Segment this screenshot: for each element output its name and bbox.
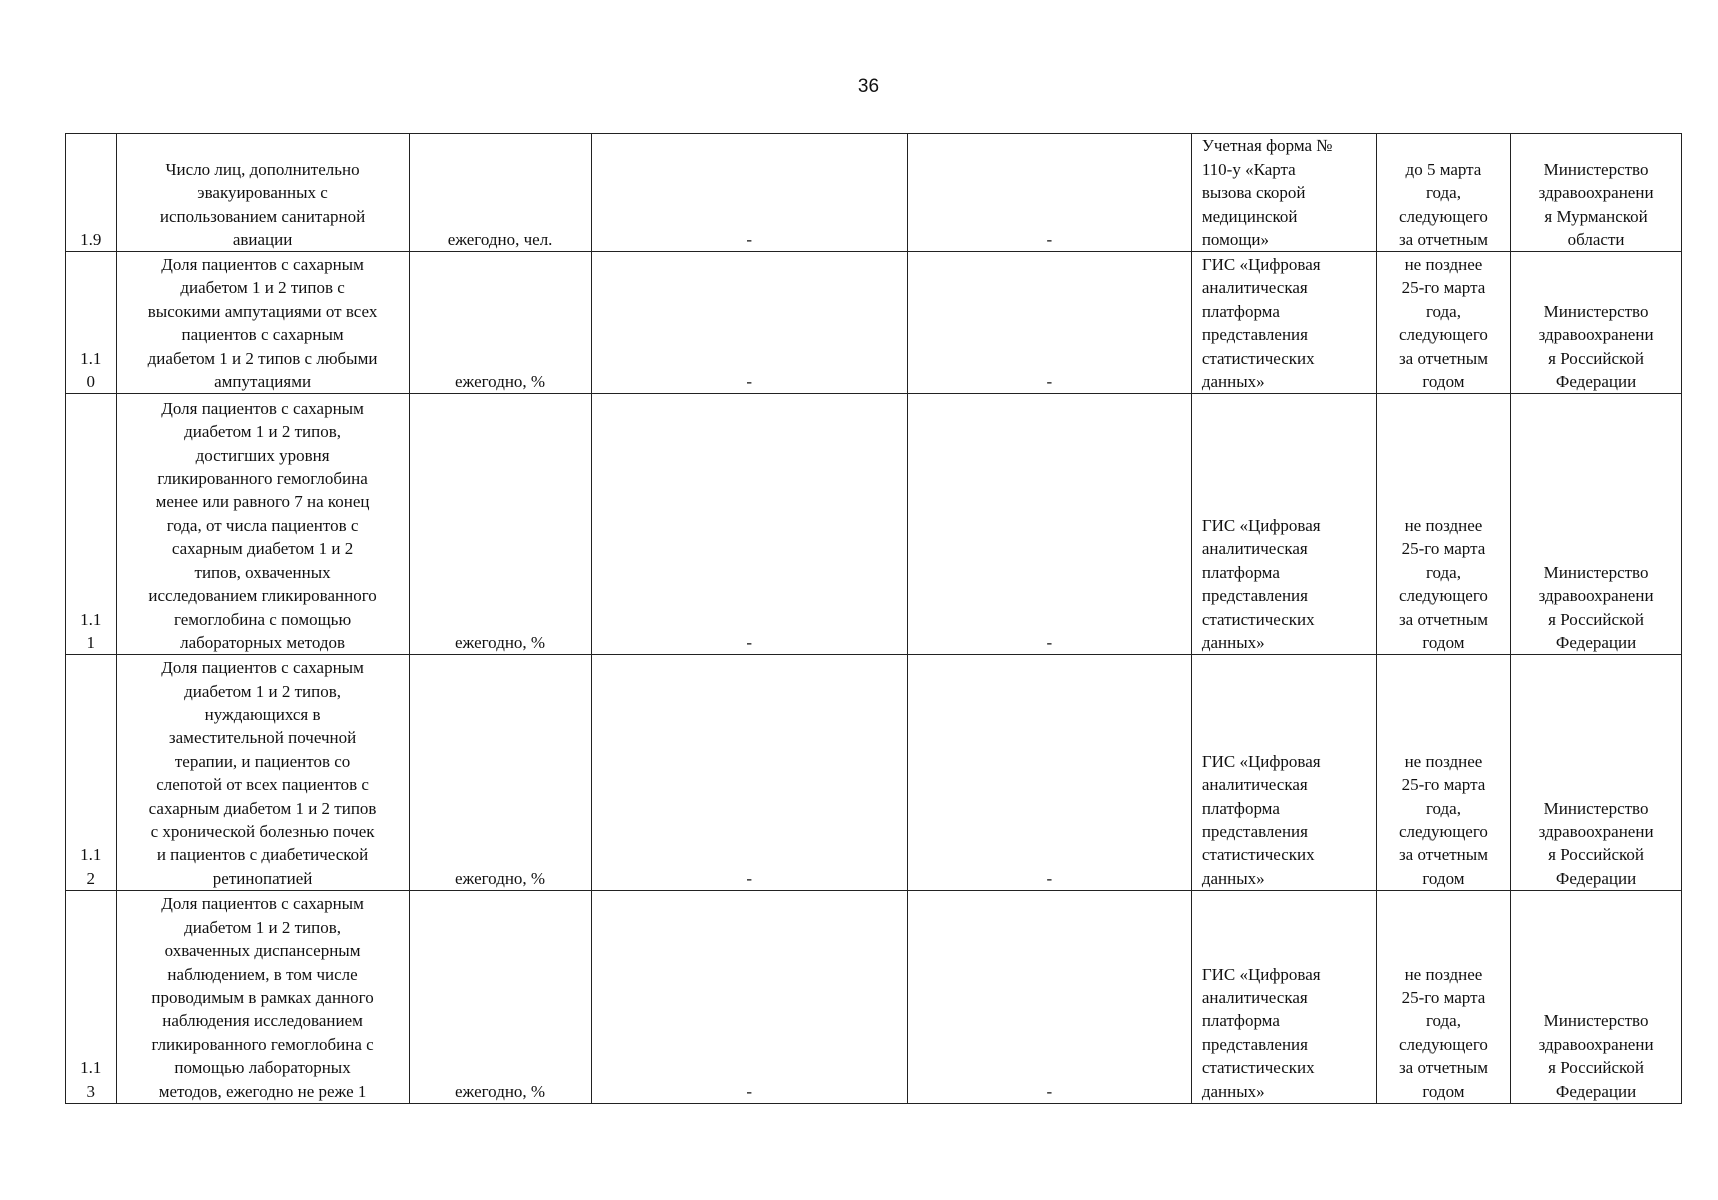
indicator-name: Доля пациентов с сахарным диабетом 1 и 2 типов, достигших уровня гликированного гемоглобина менее или равного 7 на конец года, от числа пациентов с сахарным диабетом 1 и 2 типов, охваченных исследованием гликированного гемоглобина с помощью лабораторных методов <box>116 394 409 655</box>
table-row <box>66 252 1682 394</box>
row-number: 1.1 1 <box>66 394 117 655</box>
data-source: ГИС «Цифровая аналитическая платформа представления статистических данных» <box>1191 252 1376 394</box>
column-5-value: - <box>907 655 1191 891</box>
row-number: 1.1 2 <box>66 655 117 891</box>
responsible-body: Министерство здравоохранени я Российской Федерации <box>1511 394 1682 655</box>
deadline: не позднее 25-го марта года, следующего за отчетным годом <box>1376 394 1510 655</box>
deadline: не позднее 25-го марта года, следующего за отчетным годом <box>1376 655 1510 891</box>
table-row <box>66 394 1682 655</box>
periodicity-unit: ежегодно, чел. <box>409 134 591 252</box>
deadline: до 5 марта года, следующего за отчетным <box>1376 134 1510 252</box>
data-source: ГИС «Цифровая аналитическая платформа представления статистических данных» <box>1191 891 1376 1104</box>
row-number: 1.1 0 <box>66 252 117 394</box>
column-5-value: - <box>907 394 1191 655</box>
indicator-name: Число лиц, дополнительно эвакуированных с использованием санитарной авиации <box>116 134 409 252</box>
row-number: 1.1 3 <box>66 891 117 1104</box>
periodicity-unit: ежегодно, % <box>409 252 591 394</box>
data-source: ГИС «Цифровая аналитическая платформа представления статистических данных» <box>1191 394 1376 655</box>
data-source: ГИС «Цифровая аналитическая платформа представления статистических данных» <box>1191 655 1376 891</box>
indicator-name: Доля пациентов с сахарным диабетом 1 и 2 типов с высокими ампутациями от всех пациентов с сахарным диабетом 1 и 2 типов с любыми ампутациями <box>116 252 409 394</box>
deadline: не позднее 25-го марта года, следующего за отчетным годом <box>1376 252 1510 394</box>
periodicity-unit: ежегодно, % <box>409 394 591 655</box>
indicator-name: Доля пациентов с сахарным диабетом 1 и 2 типов, нуждающихся в заместительной почечной терапии, и пациентов со слепотой от всех пациентов с сахарным диабетом 1 и 2 типов с хронической болезнью почек и пациентов с диабетической ретинопатией <box>116 655 409 891</box>
page-number: 36 <box>857 76 880 97</box>
column-4-value: - <box>591 891 907 1104</box>
periodicity-unit: ежегодно, % <box>409 891 591 1104</box>
column-5-value: - <box>907 134 1191 252</box>
column-4-value: - <box>591 134 907 252</box>
column-5-value: - <box>907 252 1191 394</box>
column-4-value: - <box>591 252 907 394</box>
responsible-body: Министерство здравоохранени я Российской Федерации <box>1511 655 1682 891</box>
responsible-body: Министерство здравоохранени я Российской Федерации <box>1511 891 1682 1104</box>
table-row <box>66 655 1682 891</box>
data-source: Учетная форма № 110-у «Карта вызова скорой медицинской помощи» <box>1191 134 1376 252</box>
row-number: 1.9 <box>66 134 117 252</box>
responsible-body: Министерство здравоохранени я Мурманской области <box>1511 134 1682 252</box>
deadline: не позднее 25-го марта года, следующего за отчетным годом <box>1376 891 1510 1104</box>
table-row <box>66 134 1682 252</box>
periodicity-unit: ежегодно, % <box>409 655 591 891</box>
column-4-value: - <box>591 655 907 891</box>
column-4-value: - <box>591 394 907 655</box>
table-row <box>66 891 1682 1104</box>
responsible-body: Министерство здравоохранени я Российской Федерации <box>1511 252 1682 394</box>
indicator-name: Доля пациентов с сахарным диабетом 1 и 2 типов, охваченных диспансерным наблюдением, в том числе проводимым в рамках данного наблюдения исследованием гликированного гемоглобина с помощью лабораторных методов, ежегодно не реже 1 <box>116 891 409 1104</box>
column-5-value: - <box>907 891 1191 1104</box>
indicators-table <box>65 133 1682 1104</box>
